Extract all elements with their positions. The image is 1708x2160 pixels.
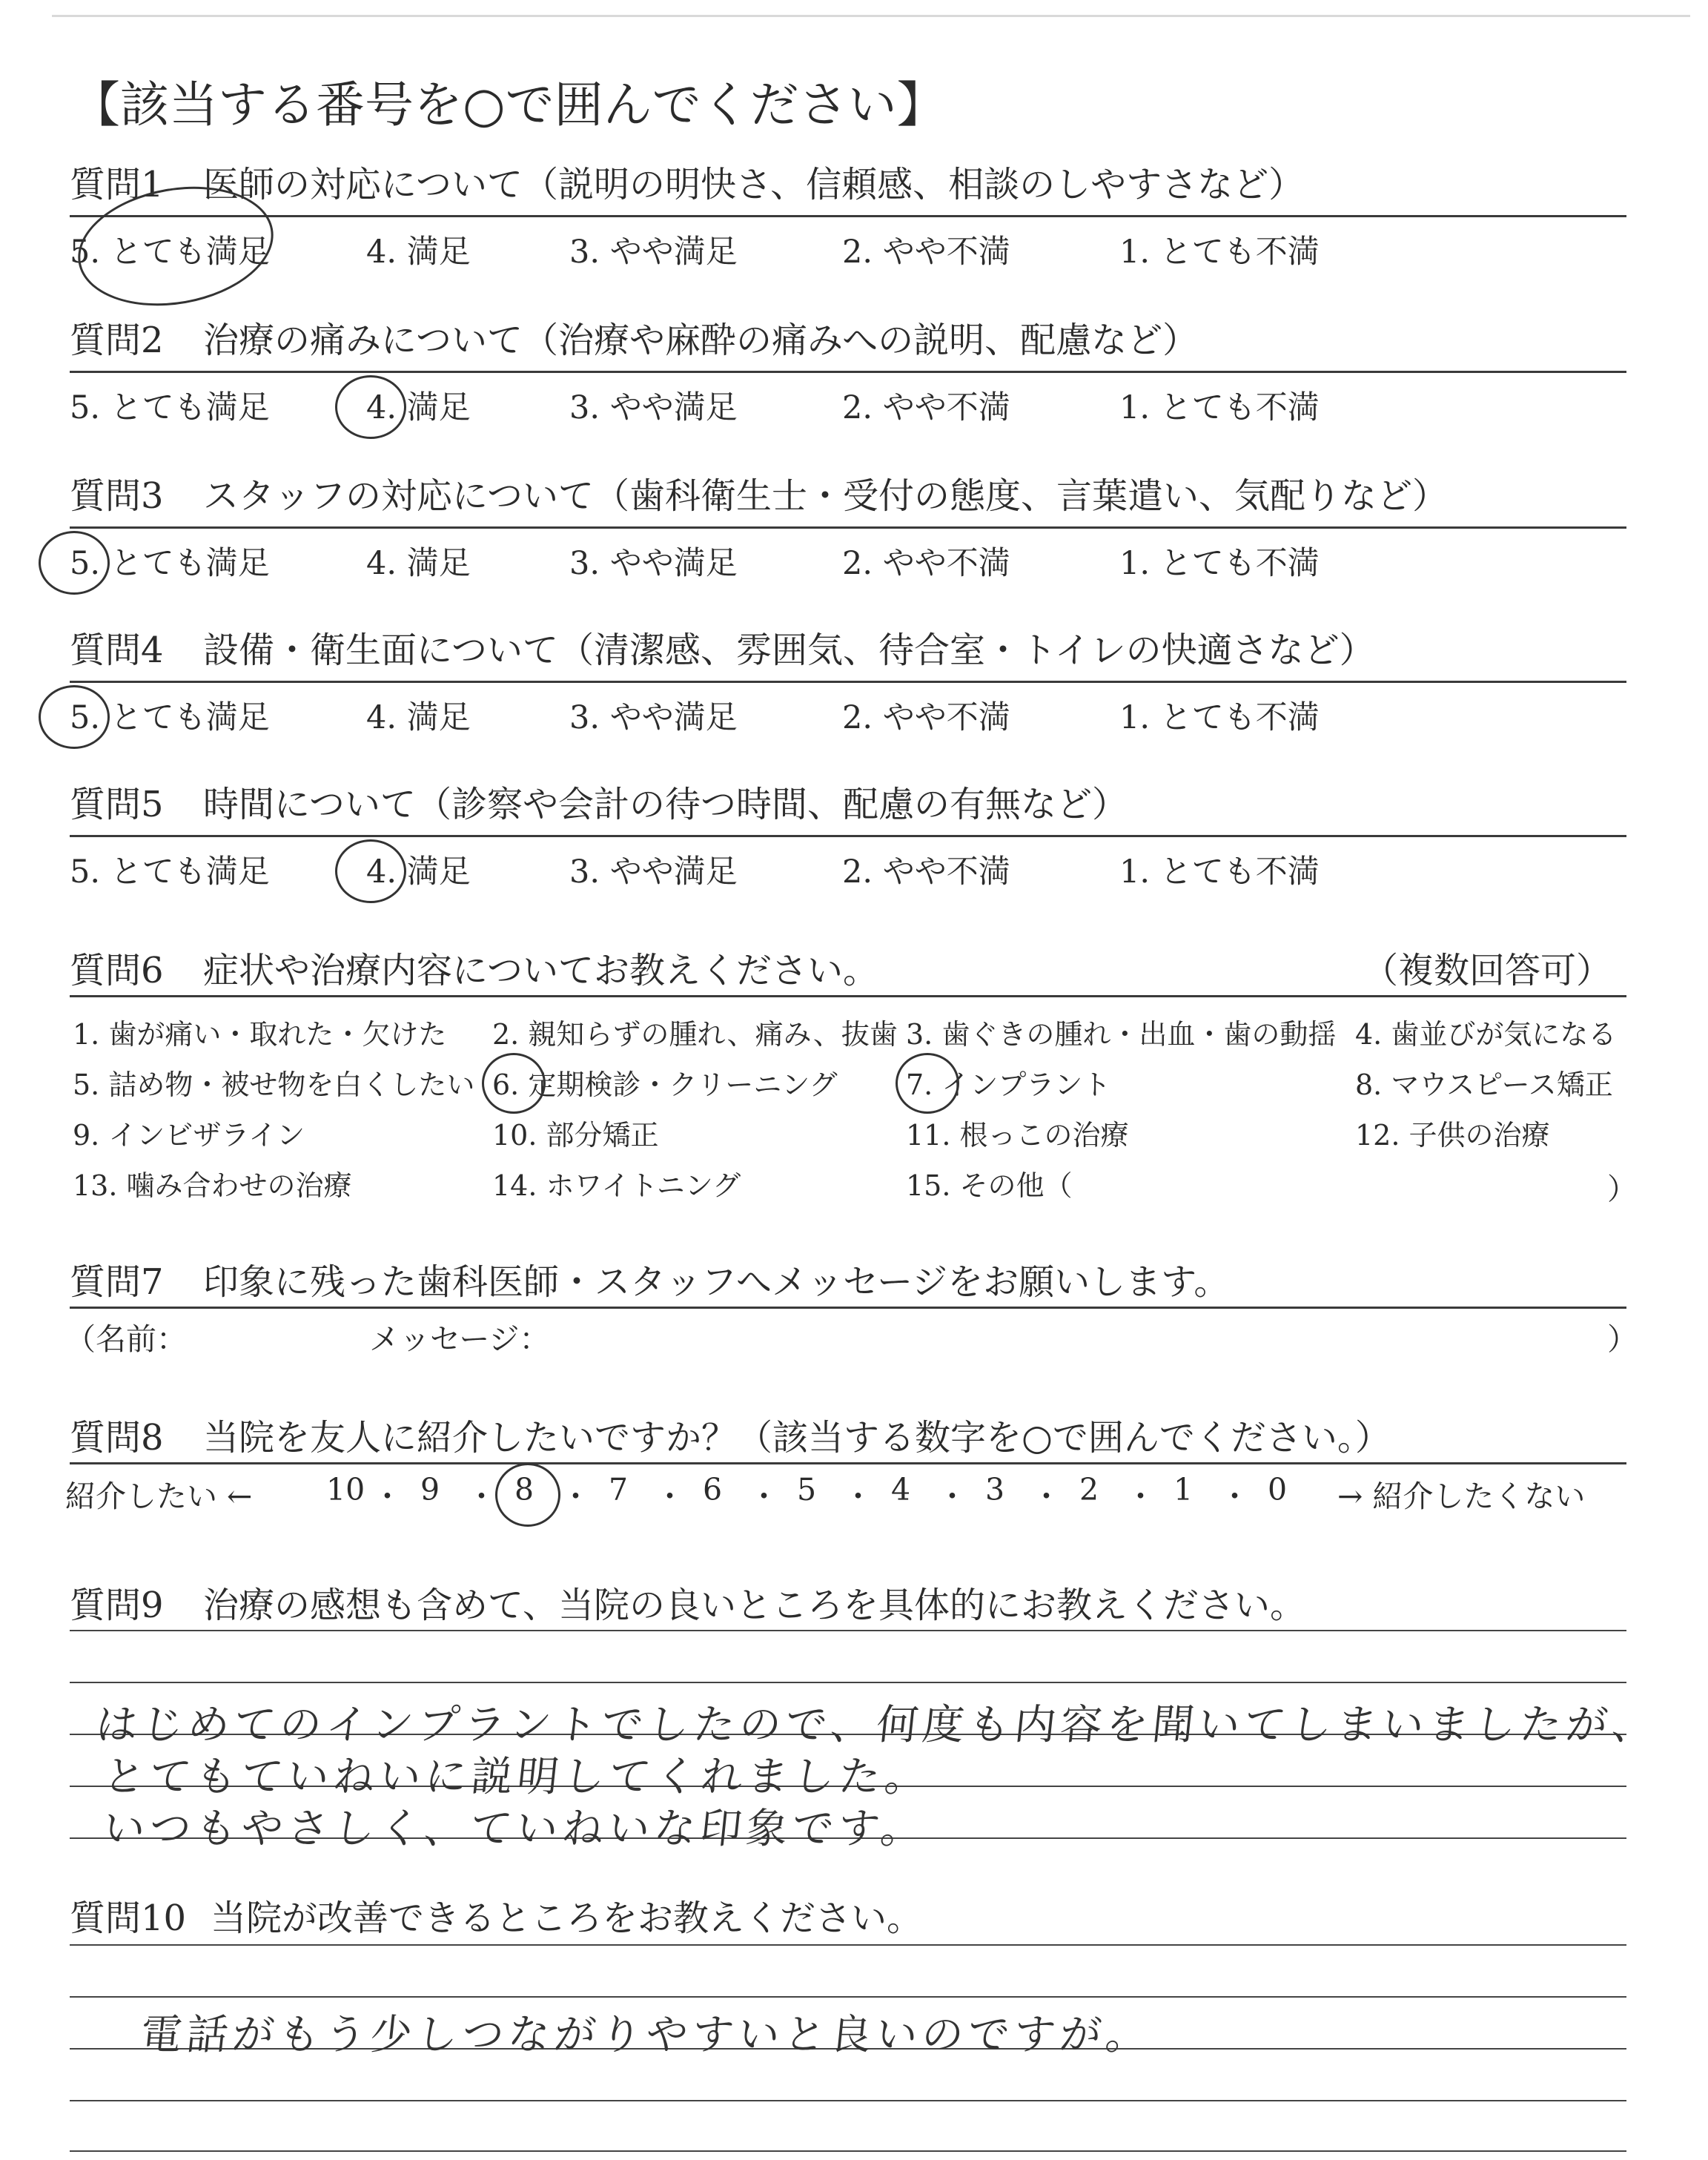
q8-left-label: 紹介したい ← — [65, 1479, 253, 1514]
q2-text: 治療の痛みについて（治療や麻酔の痛みへの説明、配慮など） — [203, 320, 1199, 361]
q5-option-4[interactable]: 4. 満足 — [366, 853, 471, 891]
q7-message-label: メッセージ： — [369, 1321, 550, 1357]
q9-label: 質問9 — [70, 1585, 164, 1626]
q8-separator: ・ — [466, 1479, 497, 1514]
q4-option-4[interactable]: 4. 満足 — [366, 699, 471, 736]
q3-option-4[interactable]: 4. 満足 — [366, 545, 471, 582]
q9-heading — [70, 1576, 1305, 1628]
q6-option-5[interactable]: 5. 詰め物・被せ物を白くしたい — [73, 1069, 475, 1101]
q7-text: 印象に残った歯科医師・スタッフへメッセージをお願いします。 — [203, 1261, 1230, 1303]
q6-option-11[interactable]: 11. 根っこの治療 — [906, 1119, 1129, 1152]
top-rule — [52, 15, 1690, 17]
q1-option-2[interactable]: 2. やや不満 — [842, 234, 1010, 271]
q10-label: 質問10 — [70, 1898, 187, 1939]
q8-separator: ・ — [655, 1479, 685, 1514]
q8-scale-5[interactable]: 5 — [797, 1472, 817, 1507]
q8-separator: ・ — [749, 1479, 779, 1514]
q6-option-9[interactable]: 9. インビザライン — [73, 1119, 305, 1152]
q8-scale-9[interactable]: 9 — [420, 1472, 440, 1507]
q6-text: 症状や治療内容についてお教えください。 — [203, 950, 879, 991]
q3-option-5[interactable]: 5. とても満足 — [70, 545, 270, 582]
q5-option-2[interactable]: 2. やや不満 — [842, 853, 1010, 891]
q8-scale-4[interactable]: 4 — [891, 1472, 911, 1507]
q1-option-3[interactable]: 3. やや満足 — [569, 234, 738, 271]
q6-option-6[interactable]: 6. 定期検診・クリーニング — [492, 1069, 838, 1101]
q5-option-1[interactable]: 1. とても不満 — [1119, 853, 1320, 891]
q8-heading — [70, 1409, 1391, 1460]
q2-option-1[interactable]: 1. とても不満 — [1119, 389, 1320, 426]
q3-rule — [70, 526, 1626, 529]
q2-option-4[interactable]: 4. 満足 — [366, 389, 471, 426]
q1-option-5[interactable]: 5. とても満足 — [70, 234, 270, 271]
q1-text: 医師の対応について（説明の明快さ、信頼感、相談のしやすさなど） — [203, 164, 1305, 205]
selection-circle — [39, 685, 110, 749]
q6-option-13[interactable]: 13. 噛み合わせの治療 — [73, 1169, 352, 1202]
q5-heading — [70, 776, 1128, 827]
q10-heading — [70, 1889, 922, 1941]
q6-option-12[interactable]: 12. 子供の治療 — [1355, 1119, 1550, 1152]
q6-option-14[interactable]: 14. ホワイトニング — [492, 1169, 741, 1202]
q1-option-1[interactable]: 1. とても不満 — [1119, 234, 1320, 271]
q10-line — [70, 2150, 1626, 2152]
q8-scale-10[interactable]: 10 — [326, 1472, 365, 1507]
q8-separator: ・ — [937, 1479, 967, 1514]
q3-text: スタッフの対応について（歯科衛生士・受付の態度、言葉遣い、気配りなど） — [203, 475, 1449, 517]
selection-circle — [39, 531, 110, 595]
q7-close-paren: ） — [1607, 1321, 1638, 1357]
q4-text: 設備・衛生面について（清潔感、雰囲気、待合室・トイレの快適さなど） — [203, 630, 1375, 671]
q10-line — [70, 1944, 1626, 1946]
q10-answer-line: 電話がもう少しつながりやすいと良いのですが。 — [138, 2011, 1154, 2059]
q4-option-5[interactable]: 5. とても満足 — [70, 699, 270, 736]
q8-text: 当院を友人に紹介したいですか？（該当する数字を○で囲んでください。） — [203, 1417, 1391, 1459]
q9-answer-line: とてもていねいに説明してくれました。 — [101, 1753, 933, 1801]
q7-name-label: （名前： — [65, 1321, 187, 1357]
q6-option-8[interactable]: 8. マウスピース矯正 — [1355, 1069, 1613, 1101]
q6-option-2[interactable]: 2. 親知らずの腫れ、痛み、抜歯 — [492, 1018, 898, 1051]
q8-scale-0[interactable]: 0 — [1268, 1472, 1288, 1507]
page-title: 【該当する番号を○で囲んでください】 — [71, 76, 946, 133]
q10-text: 当院が改善できるところをお教えください。 — [211, 1898, 923, 1939]
q8-scale-3[interactable]: 3 — [985, 1472, 1005, 1507]
q8-scale-2[interactable]: 2 — [1079, 1472, 1099, 1507]
q3-option-1[interactable]: 1. とても不満 — [1119, 545, 1320, 582]
q6-rule — [70, 995, 1626, 997]
q8-separator: ・ — [843, 1479, 873, 1514]
q2-heading — [70, 311, 1198, 363]
selection-circle — [335, 839, 406, 903]
q1-label: 質問1 — [70, 164, 164, 205]
q8-separator: ・ — [1125, 1479, 1156, 1514]
q6-option-7[interactable]: 7. インプラント — [906, 1069, 1111, 1101]
selection-circle — [335, 375, 406, 439]
q4-option-3[interactable]: 3. やや満足 — [569, 699, 738, 736]
q1-option-4[interactable]: 4. 満足 — [366, 234, 471, 271]
q4-heading — [70, 621, 1375, 673]
q1-heading — [70, 156, 1304, 207]
selection-circle — [495, 1463, 560, 1527]
q8-separator: ・ — [372, 1479, 403, 1514]
q6-option-10[interactable]: 10. 部分矯正 — [492, 1119, 659, 1152]
q8-label: 質問8 — [70, 1417, 164, 1459]
q9-text: 治療の感想も含めて、当院の良いところを具体的にお教えください。 — [203, 1585, 1306, 1626]
q6-option-15[interactable]: 15. その他（ — [906, 1169, 1073, 1202]
q9-answer-line: はじめてのインプラントでしたので、何度も内容を聞いてしまいましたが、 — [93, 1701, 1661, 1749]
q9-line — [70, 1630, 1626, 1631]
q7-heading — [70, 1253, 1229, 1304]
q6-label: 質問6 — [70, 950, 164, 991]
q8-rule — [70, 1462, 1626, 1464]
q5-rule — [70, 835, 1626, 837]
q2-option-2[interactable]: 2. やや不満 — [842, 389, 1010, 426]
q6-note: （複数回答可） — [1363, 950, 1612, 991]
q7-rule — [70, 1307, 1626, 1309]
q8-separator: ・ — [1031, 1479, 1062, 1514]
q5-option-5[interactable]: 5. とても満足 — [70, 853, 270, 891]
q8-right-label: → 紹介したくない — [1337, 1479, 1586, 1514]
q2-label: 質問2 — [70, 320, 164, 361]
q2-option-3[interactable]: 3. やや満足 — [569, 389, 738, 426]
q2-rule — [70, 371, 1626, 373]
q7-label: 質問7 — [70, 1261, 164, 1303]
q10-line — [70, 1996, 1626, 1998]
q8-scale-8[interactable]: 8 — [514, 1472, 534, 1507]
q8-scale-7[interactable]: 7 — [609, 1472, 629, 1507]
q6-close-paren: ） — [1607, 1172, 1637, 1206]
q8-scale-6[interactable]: 6 — [703, 1472, 723, 1507]
q5-label: 質問5 — [70, 784, 164, 825]
q4-option-1[interactable]: 1. とても不満 — [1119, 699, 1320, 736]
q6-option-3[interactable]: 3. 歯ぐきの腫れ・出血・歯の動揺 — [906, 1018, 1337, 1051]
q8-separator: ・ — [560, 1479, 591, 1514]
q1-rule — [70, 215, 1626, 217]
q6-heading — [70, 942, 878, 993]
q3-option-2[interactable]: 2. やや不満 — [842, 545, 1010, 582]
q4-option-2[interactable]: 2. やや不満 — [842, 699, 1010, 736]
selection-circle — [896, 1053, 959, 1114]
q4-rule — [70, 681, 1626, 683]
q4-label: 質問4 — [70, 630, 164, 671]
q9-line — [70, 1682, 1626, 1683]
q10-line — [70, 2100, 1626, 2101]
q6-option-1[interactable]: 1. 歯が痛い・取れた・欠けた — [73, 1018, 447, 1051]
q3-option-3[interactable]: 3. やや満足 — [569, 545, 738, 582]
q2-option-5[interactable]: 5. とても満足 — [70, 389, 270, 426]
q8-scale-1[interactable]: 1 — [1174, 1472, 1194, 1507]
q9-answer-line: いつもやさしく、ていねいな印象です。 — [101, 1805, 930, 1853]
q8-separator: ・ — [1219, 1479, 1250, 1514]
q5-text: 時間について（診察や会計の待つ時間、配慮の有無など） — [203, 784, 1128, 825]
q5-option-3[interactable]: 3. やや満足 — [569, 853, 738, 891]
selection-circle — [482, 1053, 546, 1114]
q6-option-4[interactable]: 4. 歯並びが気になる — [1355, 1018, 1617, 1051]
q3-label: 質問3 — [70, 475, 164, 517]
q3-heading — [70, 467, 1448, 518]
